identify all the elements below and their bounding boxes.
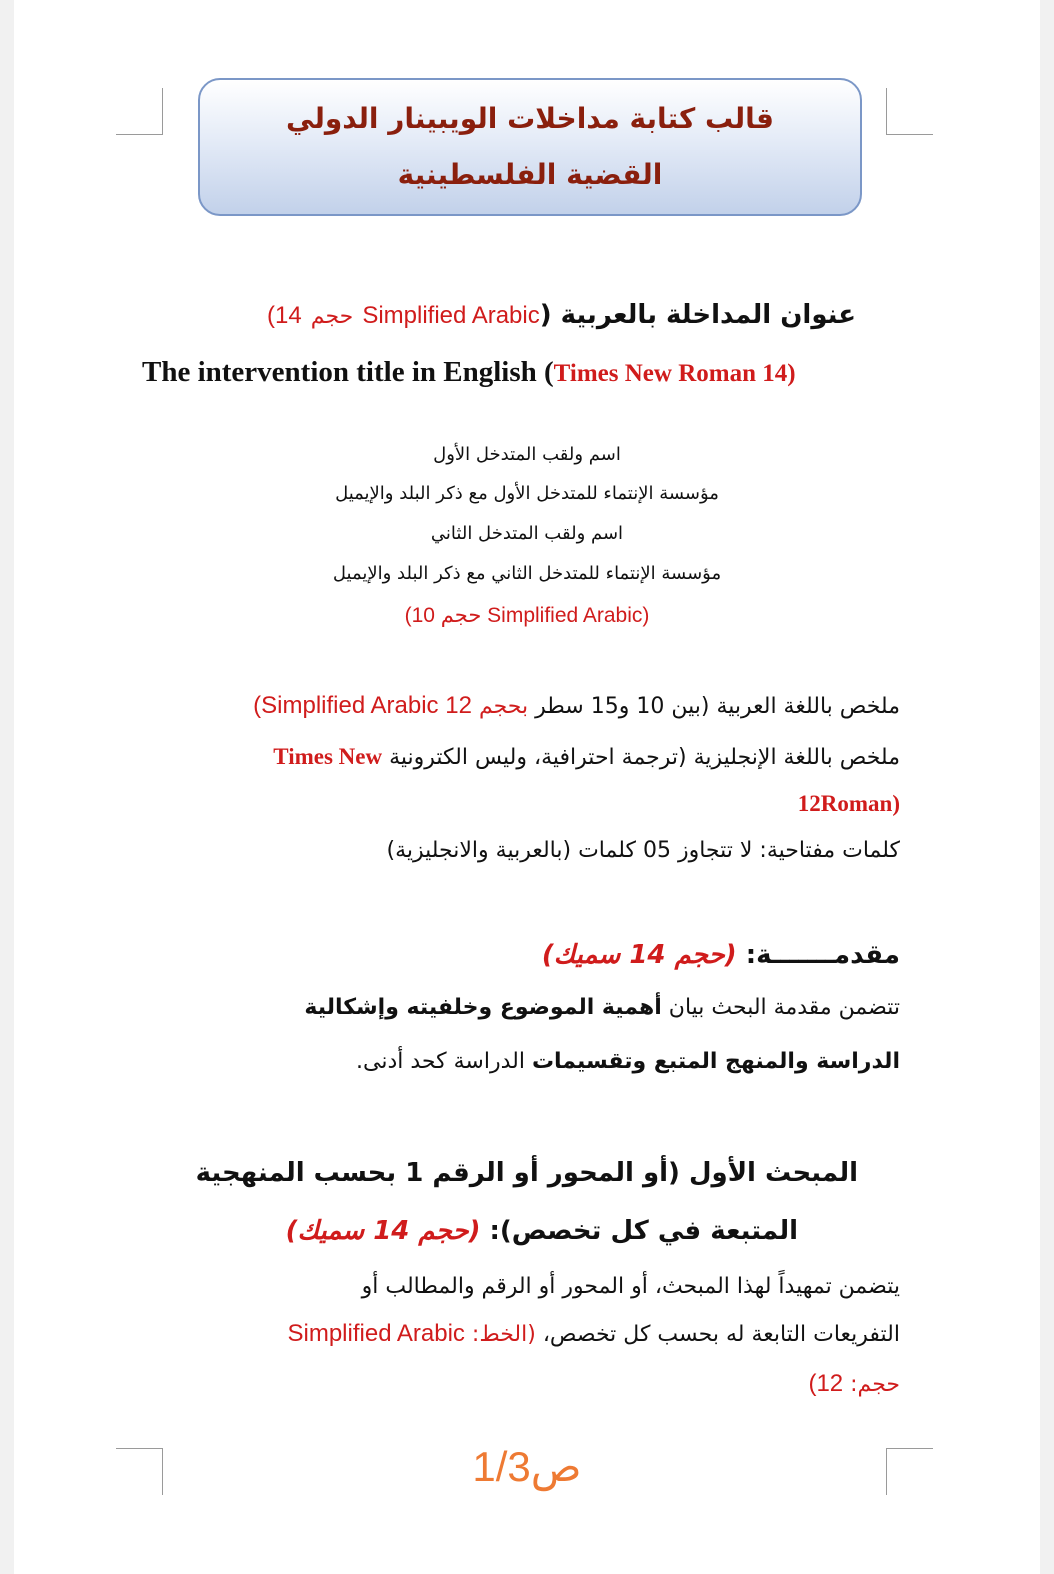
intro-heading [542, 940, 900, 970]
abstract-arabic-text: ملخص باللغة العربية (بين 10 و15 سطر [535, 694, 900, 719]
section1-p3-label: حجم: [850, 1372, 900, 1397]
section1-p2-spec-font: Simplified Arabic [287, 1320, 465, 1347]
section1-paragraph-line-3 [808, 1370, 900, 1398]
intro-heading-spec: (حجم 14 سميك) [541, 940, 737, 970]
arabic-title-spec-size: 14) [267, 302, 302, 329]
abstract-arabic-spec: 12 Simplified Arabic) [253, 692, 472, 719]
abstract-english [273, 744, 900, 770]
intro-p1-normal: تتضمن مقدمة البحث بيان [668, 995, 900, 1020]
header-line-1: قالب كتابة مداخلات الويبينار الدولي [285, 102, 775, 135]
header-line-2: القضية الفلسطينية [397, 158, 663, 191]
english-title-text: The intervention title in English ( [142, 356, 554, 388]
arabic-title-spec-size-word: حجم [310, 304, 354, 329]
section1-heading-text: المتبعة في كل تخصص): [489, 1216, 798, 1246]
author-1-name: اسم ولقب المتدخل الأول [433, 444, 621, 465]
author-2-name: اسم ولقب المتدخل الثاني [430, 523, 624, 544]
section1-p2-spec-label: (الخط: [471, 1322, 536, 1347]
intro-p2-bold: الدراسة والمنهج المتبع وتقسيمات [531, 1049, 900, 1074]
arabic-title [267, 300, 856, 330]
authors-font-spec: (Simplified Arabic حجم 10) [404, 604, 650, 627]
abstract-arabic [253, 692, 900, 720]
intro-paragraph-line-1 [304, 995, 900, 1020]
arabic-title-spec-font: Simplified Arabic [362, 302, 540, 329]
english-title [142, 356, 796, 389]
abstract-english-text: ملخص باللغة الإنجليزية (ترجمة احترافية، وليس الكترونية [389, 745, 900, 770]
keywords: كلمات مفتاحية: لا تتجاوز 05 كلمات (بالعربية والانجليزية) [386, 838, 900, 863]
author-2-affiliation: مؤسسة الإنتماء للمتدخل الثاني مع ذكر البلد والإيميل [332, 563, 722, 584]
section1-heading-line-1: المبحث الأول (أو المحور أو الرقم 1 بحسب المنهجية [195, 1158, 858, 1188]
intro-p1-bold: أهمية الموضوع وخلفيته وإشكالية [304, 995, 662, 1020]
section1-paragraph-line-2 [288, 1320, 901, 1348]
abstract-english-spec: Times New [273, 744, 383, 769]
section1-p2-text: التفريعات التابعة له بحسب كل تخصص، [542, 1322, 900, 1347]
header-banner [198, 78, 862, 216]
section1-p3-value: 12) [808, 1370, 844, 1397]
abstract-arabic-size-word: بحجم [478, 694, 529, 719]
intro-p2-normal: الدراسة كحد أدنى. [356, 1049, 525, 1074]
section1-heading-line-2 [286, 1216, 798, 1246]
abstract-english-spec-continued: (12Roman [797, 791, 900, 816]
section1-paragraph-line-1: يتضمن تمهيداً لهذا المبحث، أو المحور أو الرقم والمطالب أو [361, 1274, 900, 1299]
author-1-affiliation: مؤسسة الإنتماء للمتدخل الأول مع ذكر البلد والإيميل [335, 483, 719, 504]
arabic-title-text: عنوان المداخلة بالعربية ( [539, 300, 856, 330]
english-title-spec: Times New Roman 14 [553, 360, 788, 387]
intro-heading-text: مقدمـــــــة: [745, 940, 900, 970]
page-number: ص1/3 [472, 1443, 582, 1490]
english-title-close: ) [787, 360, 796, 387]
margin-crop-mark-top-left [116, 88, 163, 135]
margin-crop-mark-top-right [886, 88, 933, 135]
intro-paragraph-line-2 [356, 1049, 900, 1074]
section1-heading-spec: (حجم 14 سميك) [285, 1216, 481, 1246]
